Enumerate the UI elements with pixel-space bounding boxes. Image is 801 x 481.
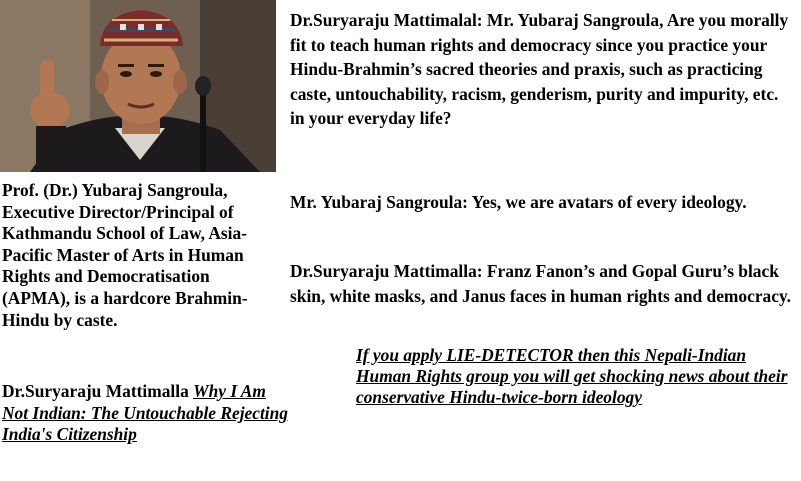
photo-caption: Prof. (Dr.) Yubaraj Sangroula, Executive Director/Principal of Kathmandu School of Law, Asia-Pacific Master of Arts in Human Rights and Democratisation (APMA), is a hardcore Brahmin-Hindu by caste. [2,180,248,330]
dialogue-question-1: Dr.Suryaraju Mattimalal: Mr. Yubaraj Sangroula, Are you morally fit to teach human rights and democracy since you practice your Hindu-Brahmin’s sacred theories and praxis, such as practicing caste, untouchability, racism, genderism, purity and impurity, etc. in your everyday life? [290,10,789,128]
lie-detector-note: If you apply LIE-DETECTOR then this Nepali-Indian Human Rights group you will get shocking news about their conservative Hindu-twice-born ideology [356,345,788,408]
speaker-illustration [0,0,276,172]
book-author: Dr.Suryaraju Mattimalla [2,381,194,401]
book-reference [2,381,288,446]
speaker-photo [0,0,276,172]
dialogue-answer-1: Mr. Yubaraj Sangroula: Yes, we are avatars of every ideology. [290,192,747,212]
dialogue-remark-2: Dr.Suryaraju Mattimalla: Franz Fanon’s and Gopal Guru’s black skin, white masks, and Janus faces in human rights and democracy. [290,261,792,306]
book-title-link[interactable]: Why I Am Not Indian: The Untouchable Rejecting India's Citizenship [2,381,288,445]
